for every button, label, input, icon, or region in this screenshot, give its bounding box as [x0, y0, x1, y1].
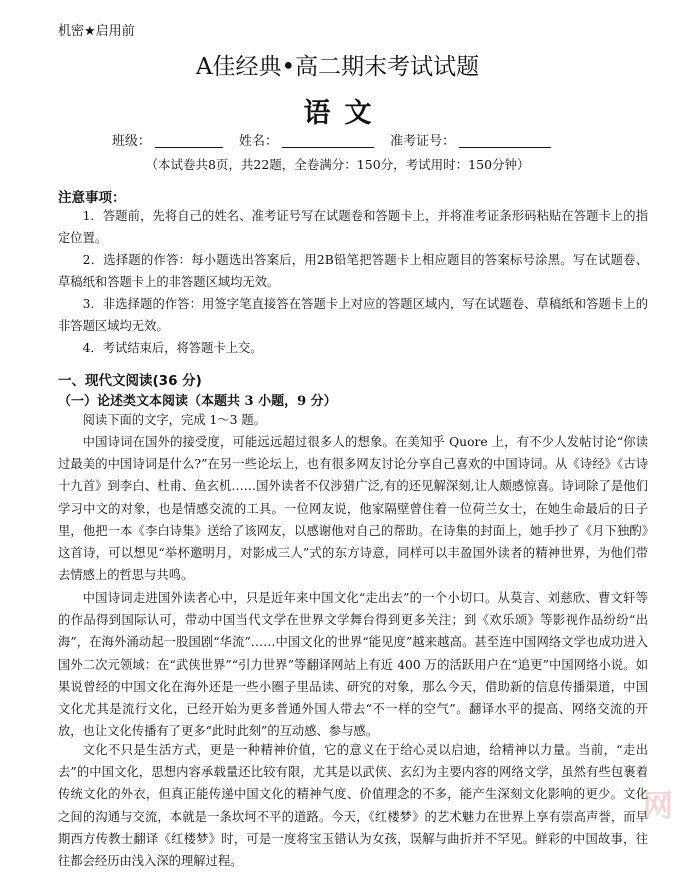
- student-info-line: [0, 130, 675, 149]
- exam-title: A佳经典•高二期末考试试题: [195, 54, 480, 80]
- notice-item: 2．选择题的作答：每小题选出答案后，用2B铅笔把答题卡上相应题目的答案标号涂黑。写在试题卷、草稿纸和答题卡上的非答题区域均无效。: [58, 253, 648, 290]
- reading-instruction: 阅读下面的文字，完成 1～3 题。: [82, 413, 266, 427]
- secret-mark: 机密★启用前: [58, 24, 135, 39]
- notice-item: 3．非选择题的作答：用签字笔直接答在答题卡上对应的答题区域内，写在试题卷、草稿纸和答题卡上的非答题区域均无效。: [58, 297, 648, 334]
- passage-paragraph: 中国诗词在国外的接受度，可能远远超过很多人的想象。在美知乎 Quore 上，有不少人发帖讨论“你读过最美的中国诗词是什么?”在另一些论坛上，也有很多网友讨论分享自己喜欢的中国诗词。从《诗经》《古诗十九首》到李白、杜甫、鱼玄机……国外读者不仅涉猎广泛,有的还见解深刻,让人颇感惊喜。诗词除了是他们学习中文的对象，也是情感交流的工具。一位网友说，他家隔壁曾住着一位荷兰女士，在她生命最后的日子里，他把一本《李白诗集》送给了该网友，以感谢他对自己的帮助。在诗集的封面上，她手抄了《月下独酌》这首诗，可以想见“举杯邀明月，对影成三人”式的东方诗意，同样可以丰盈国外读者的精神世界，为他们带去情感上的哲思与共鸣。: [58, 435, 648, 583]
- section-heading: 一、现代文阅读(36 分): [58, 373, 202, 389]
- name-field[interactable]: [282, 133, 374, 148]
- watermark: 网: [643, 789, 673, 824]
- passage-paragraph: 文化不只是生活方式，更是一种精神价值，它的意义在于给心灵以启迪，给精神以力量。当前，“走出去”的中国文化，思想内容承载量还比较有限，尤其是以武侠、玄幻为主要内容的网络文学，虽然有些包裹着传统文化的外衣，但真正能传递中国文化的精神气度、价值理念的不多，能产生深刻文化影响的更少。文化之间的沟通与交流，本就是一条坎坷不平的道路。今天，《红楼梦》的艺术魅力在世界上享有崇高声誉，而早期西方传教士翻译《红楼梦》时，可是一度将宝玉错认为女孩，误解与曲折并不罕见。鲜彩的中国故事，往往都会经历由浅入深的理解过程。: [58, 743, 648, 869]
- exam-note: （本试卷共8页，共22题，全卷满分：150分，考试用时：150分钟）: [145, 157, 530, 172]
- ticket-field[interactable]: [459, 133, 551, 148]
- notice-heading: 注意事项：: [58, 190, 126, 206]
- passage-paragraph: 中国诗词走进国外读者心中，只是近年来中国文化“走出去”的一个小切口。从莫言、刘慈欣、曹文轩等的作品得到国际认可，带动中国当代文学在世界文学舞台得到更多关注；到《欢乐颂》等影视作品纷纷“出海”，在海外涌动起一股国剧“华流”……中国文化的世界“能见度”越来越高。甚至连中国网络文学也成功进入国外二次元领域：在“武侠世界”“引力世界”等翻译网站上有近 400 万的活跃用户在“追更”中国网络小说。如果说曾经的中国文化在海外还是一些小圈子里品读、研究的对象，那么今天，借助新的信息传播渠道，中国文化尤其是流行文化，已经开始为更多普通外国人带去“不一样的空气”。翻译水平的提高、网络交流的开放，也让文化传播有了更多“此时此刻”的互动感、参与感。: [58, 591, 648, 739]
- subject-title: 语文: [303, 98, 386, 129]
- name-label: 姓名：: [238, 134, 278, 149]
- part-heading: （一）论述类文本阅读（本题共 3 小题，9 分）: [58, 394, 337, 409]
- class-label: 班级：: [111, 134, 151, 149]
- class-field[interactable]: [155, 133, 223, 148]
- ticket-label: 准考证号：: [390, 134, 456, 149]
- notice-item: 1．答题前，先将自己的姓名、准考证号写在试题卷和答题卡上，并将准考证条形码粘贴在答题卡上的指定位置。: [58, 209, 648, 246]
- notice-item: 4．考试结束后，将答题卡上交。: [82, 341, 263, 355]
